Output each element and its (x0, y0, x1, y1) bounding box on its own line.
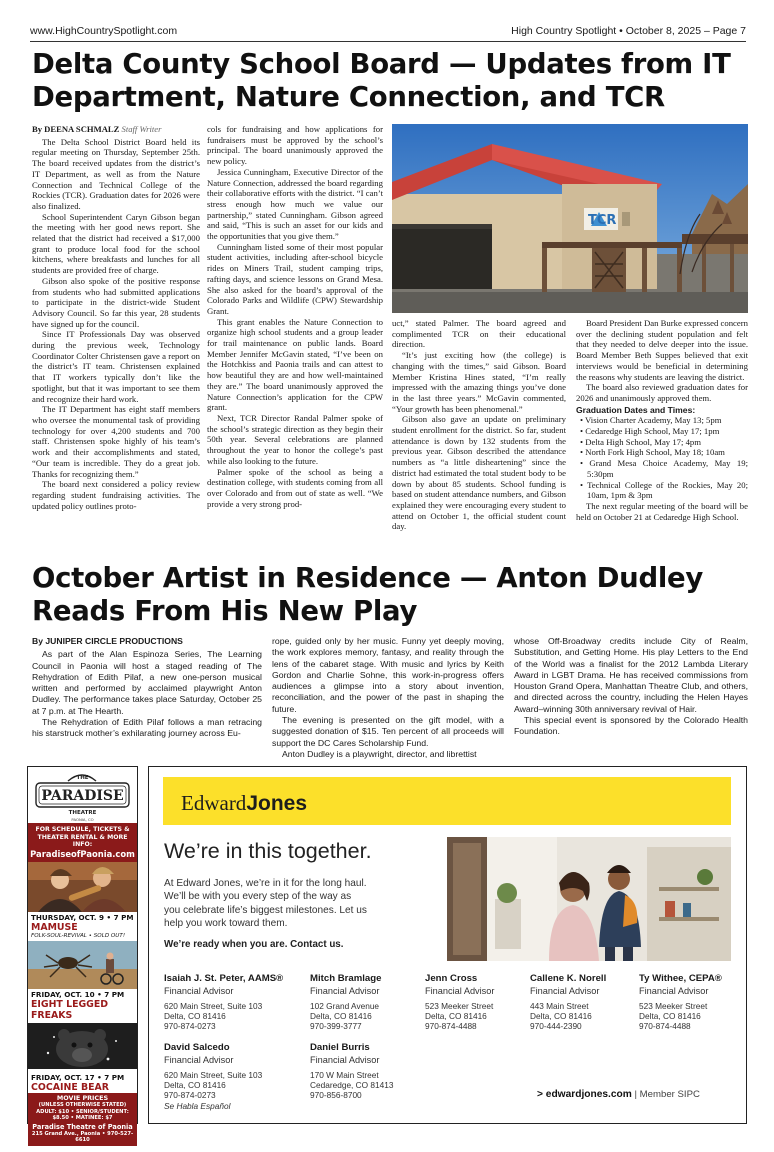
list-item: • Delta High School, May 17; 4pm (580, 436, 702, 447)
paragraph: cols for fundraising and how applications for fundraisers must be approved by the school’s principal. The board unanimously approved the new policy. (207, 124, 383, 167)
logo-paradise: PARADISE (41, 788, 124, 804)
advisor-name: Mitch Bramlage (310, 973, 382, 984)
paragraph: “It’s just exciting how (the college) is changing with the times,” said Gibson. Board Member Kristina Hines stated, “I’m really impressed with the amazing things you’ve done in the last three years.” McGavin commented, “Your growth has been phenomenal.” (392, 350, 566, 414)
info-text: FOR SCHEDULE, TICKETS & THEATER RENTAL & MORE INFO: (35, 826, 130, 848)
theater-name: Paradise Theatre of Paonia (32, 1122, 133, 1131)
ej-website-link[interactable]: > edwardjones.com (537, 1089, 632, 1100)
paragraph: whose Off-Broadway credits include City of Realm, Substitution, and Getting Home. His play Letters to the End of the World was a finalist for the 2012 Lambda Literary Award in LGBT Drama. He has received commissions from Houston Grand Opera, Manhattan Theatre Club, and others, and directed across the country, including the Helen Hayes Award–winning 30th anniversary revival of Hair. (514, 636, 748, 714)
advisor-phone[interactable]: 970-874-4488 (639, 1021, 691, 1032)
paragraph: The Delta School District Board held its regular meeting on Thursday, September 25th. The board received updates from the district’s IT Department, as well as from the Nature Connection and Technical College of the Rockies (TCR). Graduation dates for 2026 were also finalized. (32, 136, 200, 211)
page-header (30, 24, 746, 42)
paragraph: Palmer spoke of the school as being a destination college, with students coming from all over Colorado and from out of state as well. “We provide a very strong prod- (207, 466, 383, 509)
paradise-theatre-ad[interactable] (27, 766, 138, 1144)
event-date: FRIDAY, OCT. 10 • 7 PM (31, 989, 125, 999)
tcr-building-photo (392, 124, 748, 313)
advisor-address: 620 Main Street, Suite 103 (164, 1070, 263, 1080)
paragraph: Next, TCR Director Randal Palmer spoke of the school’s strategic direction as they begin their 50th year. Several celebrations are planned throughout the year to honor the college’s past while also looking to the future. (207, 412, 383, 466)
advisor-name: Callene K. Norell (530, 973, 607, 984)
logo-edward: Edward (181, 791, 247, 815)
list-item: • North Fork High School, May 18; 10am (580, 447, 725, 458)
advisor-phone[interactable]: 970-874-0273 (164, 1021, 216, 1032)
logo-jones: Jones (246, 792, 308, 815)
advisor-card (164, 973, 283, 1032)
paragraph: Since IT Professionals Day was observed during the previous week, Technology Coordinator Colter Christensen gave a report on the district’s IT team. Christensen explained that IT workers typically don’t like the spotlight, but that it was important to see them and recognize their hard work. (32, 329, 200, 404)
event-date: THURSDAY, OCT. 9 • 7 PM (31, 912, 134, 922)
ej-footer (537, 1089, 700, 1100)
advisor-city: Delta, CO 81416 (164, 1011, 226, 1022)
page-info: High Country Spotlight • October 8, 2025 – Page 7 (511, 25, 746, 37)
byline-name: By DEENA SCHMALZ (32, 124, 120, 134)
advisor-city: Delta, CO 81416 (310, 1011, 372, 1022)
paragraph: Gibson also spoke of the positive response from students who had submitted applications to participate in the district-wide Student Advisory Council. So far this year, 28 students have signed up for the council. (32, 275, 200, 329)
article2-column-1 (32, 636, 262, 740)
ej-body-text: At Edward Jones, we’re in it for the long haul. We’ll be with you every step of the way as you celebrate life’s biggest milestones. Let us help you work toward them. (164, 878, 367, 929)
logo-bar (163, 777, 731, 825)
advisor-name: Isaiah J. St. Peter, AAMS® (164, 973, 284, 984)
article1-byline (32, 124, 200, 135)
article1-column-4 (576, 318, 748, 522)
event-title: COCAINE BEAR (31, 1081, 110, 1093)
logo-the: THE (76, 775, 89, 781)
advisor-name: Daniel Burris (310, 1042, 370, 1053)
list-item: • Technical College of the Rockies, May 20; 10am, 1pm & 3pm (580, 479, 748, 501)
article2-headline: October Artist in Residence — Anton Dudley Reads From His New Play (32, 562, 703, 627)
paragraph: Board President Dan Burke expressed concern over the declining student population and felt that they needed to delve deeper into the issue. Board Member Beth Suppes believed that exit interviews would be beneficial in determining the reasons why students are leaving the district. (576, 318, 748, 382)
advisor-city: Cedaredge, CO 81413 (310, 1080, 394, 1091)
advisor-address: 523 Meeker Street (425, 1001, 494, 1011)
paragraph: The next regular meeting of the board will be held on October 21 at Cedaredge High School. (576, 500, 748, 522)
graduation-dates-title: Graduation Dates and Times: (576, 404, 696, 415)
graduation-dates-list (576, 415, 748, 501)
paragraph: The board also reviewed graduation dates for 2026 and unanimously approved them. (576, 382, 748, 403)
movie-prices (28, 1093, 137, 1146)
list-item: • Cedaredge High School, May 17; 1pm (580, 426, 720, 437)
advisor-name: Ty Withee, CEPA® (639, 973, 722, 984)
advisor-card (310, 1042, 394, 1101)
article2-column-2 (272, 636, 504, 760)
advisor-card (639, 973, 722, 1032)
advisor-phone[interactable]: 970-874-4488 (425, 1021, 477, 1032)
event-title: EIGHT LEGGED FREAKS (31, 998, 109, 1021)
article1-headline: Delta County School Board — Updates from IT Department, Nature Connection, and TCR (32, 48, 731, 113)
edward-jones-ad[interactable] (148, 766, 747, 1124)
advisor-card (310, 973, 381, 1032)
advisor-name: David Salcedo (164, 1042, 230, 1053)
advisor-role: Financial Advisor (639, 986, 709, 996)
ej-call-to-action: We’re ready when you are. Contact us. (164, 939, 344, 950)
advisor-address: 102 Grand Avenue (310, 1001, 380, 1011)
advisor-phone[interactable]: 970-874-0273 (164, 1090, 216, 1101)
advisor-city: Delta, CO 81416 (164, 1080, 226, 1091)
advisor-address: 523 Meeker Street (639, 1001, 708, 1011)
prices-list: ADULT: $10 • SENIOR/STUDENT: $8.50 • MATINEE: $7 (36, 1108, 129, 1122)
paragraph: uct,” stated Palmer. The board agreed and complimented TCR on their educational direction. (392, 318, 566, 350)
article1-column-1 (32, 124, 200, 511)
advisor-card (425, 973, 494, 1032)
paragraph: This grant enables the Nature Connection to organize high school students and a group leader for trail maintenance on public lands. Board Member Jennifer McGavin stated, “I’ve been on the Hotchkiss and Paonia trails and can attest to how beautiful they are and how well-maintained they are.” The board unanimously approved the Nature Connection’s application for the CPW grant. (207, 316, 383, 413)
article1-column-3 (392, 318, 566, 532)
logo-theatre: THEATRE (68, 810, 97, 816)
event-subtitle: FOLK-SOUL-REVIVAL • SOLD OUT! (31, 932, 126, 939)
logo-city: PAONIA, CO (71, 817, 94, 822)
advisor-city: Delta, CO 81416 (425, 1011, 487, 1022)
advisor-name: Jenn Cross (425, 973, 478, 984)
article2-byline: By JUNIPER CIRCLE PRODUCTIONS (32, 636, 183, 646)
advisor-phone[interactable]: 970-399-3777 (310, 1021, 362, 1032)
paragraph: School Superintendent Caryn Gibson began the meeting with her good news report. She related that the district had received a $17,000 grant to produce local food for the school kitchens, where breakfasts and lunches for all students are provided free of charge. (32, 211, 200, 276)
paradise-info (28, 823, 137, 862)
advisor-role: Financial Advisor (164, 1055, 234, 1065)
paradise-website[interactable]: ParadiseofPaonia.com (30, 848, 135, 859)
article1-column-2 (207, 124, 383, 509)
advisor-phone[interactable]: 970-444-2390 (530, 1021, 582, 1032)
advisor-note: Se Habla Español (164, 1100, 231, 1111)
eight-legged-freaks-photo (28, 941, 137, 989)
advisor-role: Financial Advisor (530, 986, 600, 996)
paragraph: rope, guided only by her music. Funny yet deeply moving, the work explores memory, fantasy, and reality through the lens of the cabaret stage. With music and lyrics by Keith Gordon and Charlie Sohne, this work-in-progress offers audiences a glimpse into a story about invention, reconciliation, and the power of the past in shaping the future. (272, 636, 504, 714)
prices-title: MOVIE PRICES (56, 1093, 109, 1102)
advisor-city: Delta, CO 81416 (639, 1011, 701, 1022)
cocaine-bear-photo (28, 1023, 137, 1069)
tcr-sign-text: TCR (588, 213, 617, 228)
theater-address: 215 Grand Ave., Paonia • 970-527-6610 (31, 1130, 134, 1144)
advisor-card (164, 1042, 262, 1111)
list-item: • Vision Charter Academy, May 13; 5pm (580, 415, 722, 426)
paragraph: Cunningham listed some of their most popular student activities, including after-school bicycle rides on Miners Trail, student camping trips, rafting days, and science lessons on Grand Mesa. She also asked for the board’s approval of the Colorado Parks and Wildlife (CPW) Stewardship Grant. (207, 241, 383, 316)
advisor-card (530, 973, 606, 1032)
advisor-role: Financial Advisor (310, 986, 380, 996)
advisor-address: 620 Main Street, Suite 103 (164, 1001, 263, 1011)
website-url[interactable]: www.HighCountrySpotlight.com (30, 25, 178, 37)
prices-note: (UNLESS OTHERWISE STATED) (38, 1101, 127, 1108)
advisor-role: Financial Advisor (425, 986, 495, 996)
paragraph: As part of the Alan Espinoza Series, The Learning Council in Paonia will host a staged reading of The Rehydration of Edith Pilaf, a new one-person musical written and performed by acclaimed playwright Anton Dudley. The performance takes place Saturday, October 25 at 7 p.m. at The Hearth. (32, 649, 262, 716)
mother-son-photo (447, 837, 731, 961)
advisor-phone[interactable]: 970-856-8700 (310, 1090, 362, 1101)
member-sipc: | Member SIPC (634, 1089, 700, 1100)
advisor-address: 443 Main Street (530, 1001, 589, 1011)
edward-jones-logo (181, 791, 307, 816)
advisor-city: Delta, CO 81416 (530, 1011, 592, 1022)
mamuse-photo (28, 862, 137, 912)
byline-role: Staff Writer (121, 124, 162, 134)
ej-tagline: We’re in this together. (164, 839, 372, 863)
advisor-address: 170 W Main Street (310, 1070, 379, 1080)
event-date: FRIDAY, OCT. 17 • 7 PM (31, 1072, 125, 1082)
paragraph: Gibson also gave an update on preliminary student enrollment for the district. So far, student attendance is down by 132 students from the previous year. Gibson described the attendance numbers as “a little disheartening” since the district had estimated the total student body to be down by about 85 students. School funding is based on student attendance numbers, and Gibson explained they were encouraging every student to attend on October 1, the official student count day. (392, 414, 566, 532)
paragraph: Jessica Cunningham, Executive Director of the Nature Connection, addressed the board regarding their collaborative efforts with the district. “I can’t stress enough how much we value our partnership,” stated Cunningham. Gibson agreed and said, “This is such an asset for our kids and the opportunities that you give them.” (207, 166, 383, 242)
paragraph: The Rehydration of Edith Pilaf follows a man retracing his starstruck mother’s exhilarating journey across Eu- (32, 717, 262, 739)
paragraph: The board next considered a policy review regarding student fundraising activities. The updated policy outlines proto- (32, 479, 200, 511)
advisor-role: Financial Advisor (164, 986, 234, 996)
paragraph: The IT Department has eight staff members who oversee the monumental task of providing technology for over 4,200 students and 700 staff. Christensen spoke highly of his team’s work and their accomplishments and stated, “Our team is incredible. They do a great job. Thanks for recognizing them.” (32, 404, 200, 479)
advisor-role: Financial Advisor (310, 1055, 380, 1065)
paragraph: The evening is presented on the gift model, with a suggested donation of $15. Ten percent of all proceeds will support the DC Cares Scholarship Fund. (272, 715, 504, 748)
paradise-logo (28, 767, 137, 823)
event-title: MAMUSE (31, 921, 78, 933)
paragraph: This special event is sponsored by the Colorado Health Foundation. (514, 715, 748, 737)
list-item: • Grand Mesa Choice Academy, May 19; 5:30pm (580, 458, 748, 479)
article2-column-3 (514, 636, 748, 738)
paragraph: Anton Dudley is a playwright, director, and librettist (282, 748, 477, 759)
